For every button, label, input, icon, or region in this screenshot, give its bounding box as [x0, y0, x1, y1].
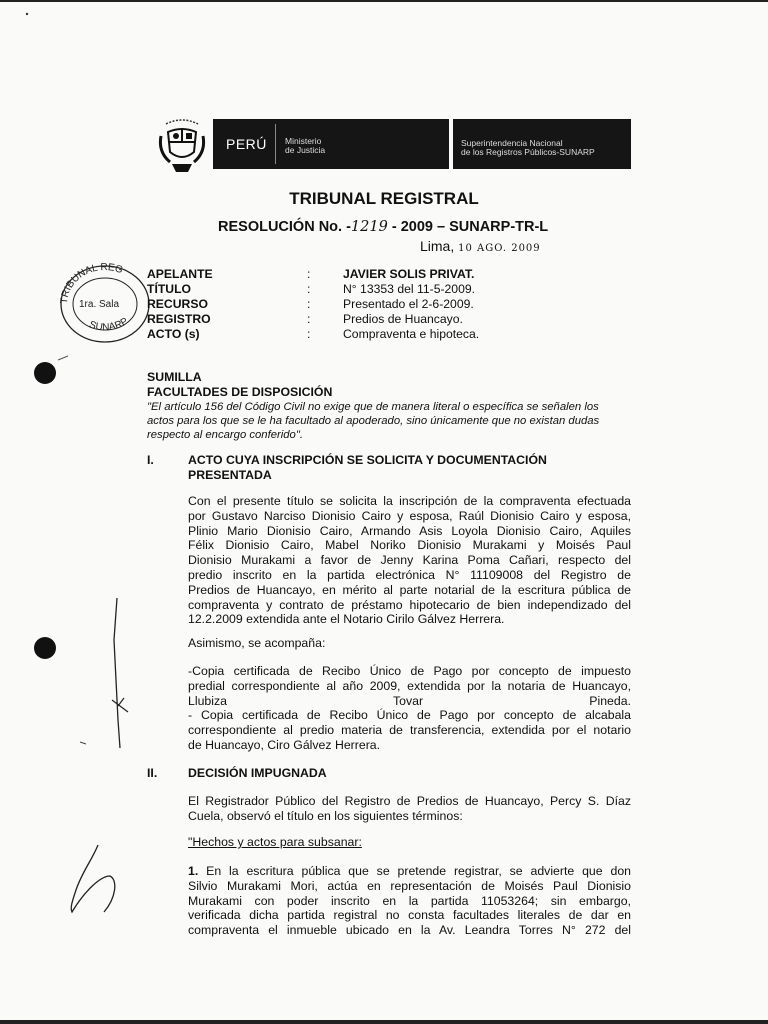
section-2-subtitle: "Hechos y actos para subsanar:	[188, 835, 362, 849]
section-1-number: I.	[147, 453, 154, 467]
field-value: Predios de Huancayo.	[343, 312, 463, 326]
resolution-prefix: RESOLUCIÓN No. -	[218, 219, 351, 235]
resolution-handwritten-number: 1219	[350, 219, 388, 235]
paragraph-line: Dionisio Murakami a favor de Jenny Karina Poma Cañari, respecto del	[188, 553, 631, 568]
paragraph-line: predial correspondiente al año 2009, extendida por la notaria de Huancayo,	[188, 678, 631, 693]
paragraph-line: correspondiente al predio materia de transferencia, extendida por el notario	[188, 723, 631, 738]
paragraph-line: Félix Dionisio Cairo, Mabel Noriko Dionisio Murakami y Moisés Paul	[188, 538, 631, 553]
document-title: TRIBUNAL REGISTRAL	[289, 189, 479, 208]
sunarp-line-1: Superintendencia Nacional	[461, 138, 563, 148]
field-value: Presentado el 2-6-2009.	[343, 297, 474, 311]
paragraph-line: compraventa el inmueble ubicado en la Av. Leandra Torres N° 272 del	[188, 923, 631, 938]
paragraph-line: Llubiza Tovar Pineda.	[188, 693, 631, 708]
paragraph-line: de Huancayo, Ciro Gálvez Herrera.	[188, 737, 381, 752]
paragraph-line: Cuela, observó el título en los siguientes términos:	[188, 808, 463, 823]
margin-dash-mark	[58, 356, 68, 360]
peru-label: PERÚ	[226, 136, 267, 152]
ministry-line-1: Ministerio	[285, 136, 322, 146]
margin-line-mark	[114, 598, 120, 748]
paragraph-line: -Copia certificada de Recibo Único de Pago por concepto de impuesto	[188, 664, 631, 678]
sumilla-subheading: FACULTADES DE DISPOSICIÓN	[147, 385, 333, 399]
section-2-title: DECISIÓN IMPUGNADA	[188, 766, 327, 780]
paragraph-line: por Gustavo Narciso Dionisio Cairo y esposa, Raúl Dionisio Cairo y esposa,	[188, 508, 631, 523]
paragraph-line: - Copia certificada de Recibo Único de Pago por concepto de alcabala	[188, 708, 631, 723]
field-value: JAVIER SOLIS PRIVAT.	[343, 267, 475, 281]
field-separator: :	[307, 267, 311, 281]
field-value: Compraventa e hipoteca.	[343, 327, 480, 341]
date-stamp: 10 AGO. 2009	[458, 243, 541, 254]
field-label: TÍTULO	[147, 282, 192, 296]
quote-line: respecto al encargo conferido".	[147, 429, 303, 441]
stamp-top-text: TRIBUNAL REG	[58, 262, 125, 305]
field-separator: :	[307, 327, 311, 341]
field-value: N° 13353 del 11-5-2009.	[343, 282, 476, 296]
signature-mark	[71, 845, 115, 912]
paragraph-line: Con el presente título se solicita la inscripción de la compraventa efectuada	[188, 494, 631, 508]
section-title-line: PRESENTADA	[188, 467, 272, 482]
sumilla-heading: SUMILLA	[147, 370, 202, 384]
scan-bottom-edge	[0, 1020, 768, 1024]
quote-line: "El artículo 156 del Código Civil no exige que de manera literal o específica se señalen los	[147, 401, 599, 413]
ministry-line-2: de Justicia	[285, 145, 326, 155]
field-label: REGISTRO	[147, 312, 211, 326]
resolution-suffix: - 2009 – SUNARP-TR-L	[387, 219, 549, 235]
item-number: 1.	[188, 864, 199, 878]
paragraph-line: verificada dicha partida registral no consta facultades literales de dar en	[188, 908, 631, 923]
field-label: ACTO (s)	[147, 327, 200, 341]
paragraph-line: predio inscrito en la partida electrónica N° 11109008 del Registro de	[188, 567, 631, 582]
margin-tick-mark	[112, 698, 128, 712]
section-1-paragraph-2: Asimismo, se acompaña:	[188, 636, 326, 650]
field-separator: :	[307, 282, 311, 296]
field-separator: :	[307, 312, 311, 326]
section-title-line: ACTO CUYA INSCRIPCIÓN SE SOLICITA Y DOCUMENTACIÓN	[188, 453, 547, 467]
paragraph-line: compraventa y contrato de préstamo hipotecario de bien independizado del	[188, 597, 631, 612]
stamp-bottom-text: SUNARP	[87, 316, 131, 334]
scan-speck	[26, 13, 28, 15]
margin-dash-mark	[80, 742, 86, 744]
paragraph-line: 12.2.2009 extendida ante el Notario Cirilo Gálvez Herrera.	[188, 612, 505, 627]
place: Lima,	[420, 238, 455, 254]
stamp-center-text: 1ra. Sala	[79, 299, 120, 310]
field-label: APELANTE	[147, 267, 213, 281]
paragraph-line: Plinio Mario Dionisio Cairo, Armando Asis Loyola Dionisio Cairo, Aquiles	[188, 523, 631, 538]
sunarp-line-2: de los Registros Públicos-SUNARP	[461, 147, 595, 157]
field-separator: :	[307, 297, 311, 311]
paragraph-line: Predios de Huancayo, en mérito al parte notarial de la escritura pública de	[188, 582, 631, 597]
field-label: RECURSO	[147, 297, 208, 311]
paragraph-line: Murakami con poder inscrito en la partida 11053264; sin embargo,	[188, 893, 631, 908]
quote-line: actos para los que se le ha facultado al apoderado, sino únicamente que no existan dudas	[147, 415, 600, 427]
paragraph-line: Silvio Murakami Mori, actúa en representación de Moisés Paul Dionisio	[188, 878, 631, 893]
section-2-number: II.	[147, 766, 158, 780]
paragraph-line: El Registrador Público del Registro de Predios de Huancayo, Percy S. Díaz	[188, 794, 631, 808]
paragraph-line-text: En la escritura pública que se pretende registrar, se advierte que don	[198, 864, 631, 878]
